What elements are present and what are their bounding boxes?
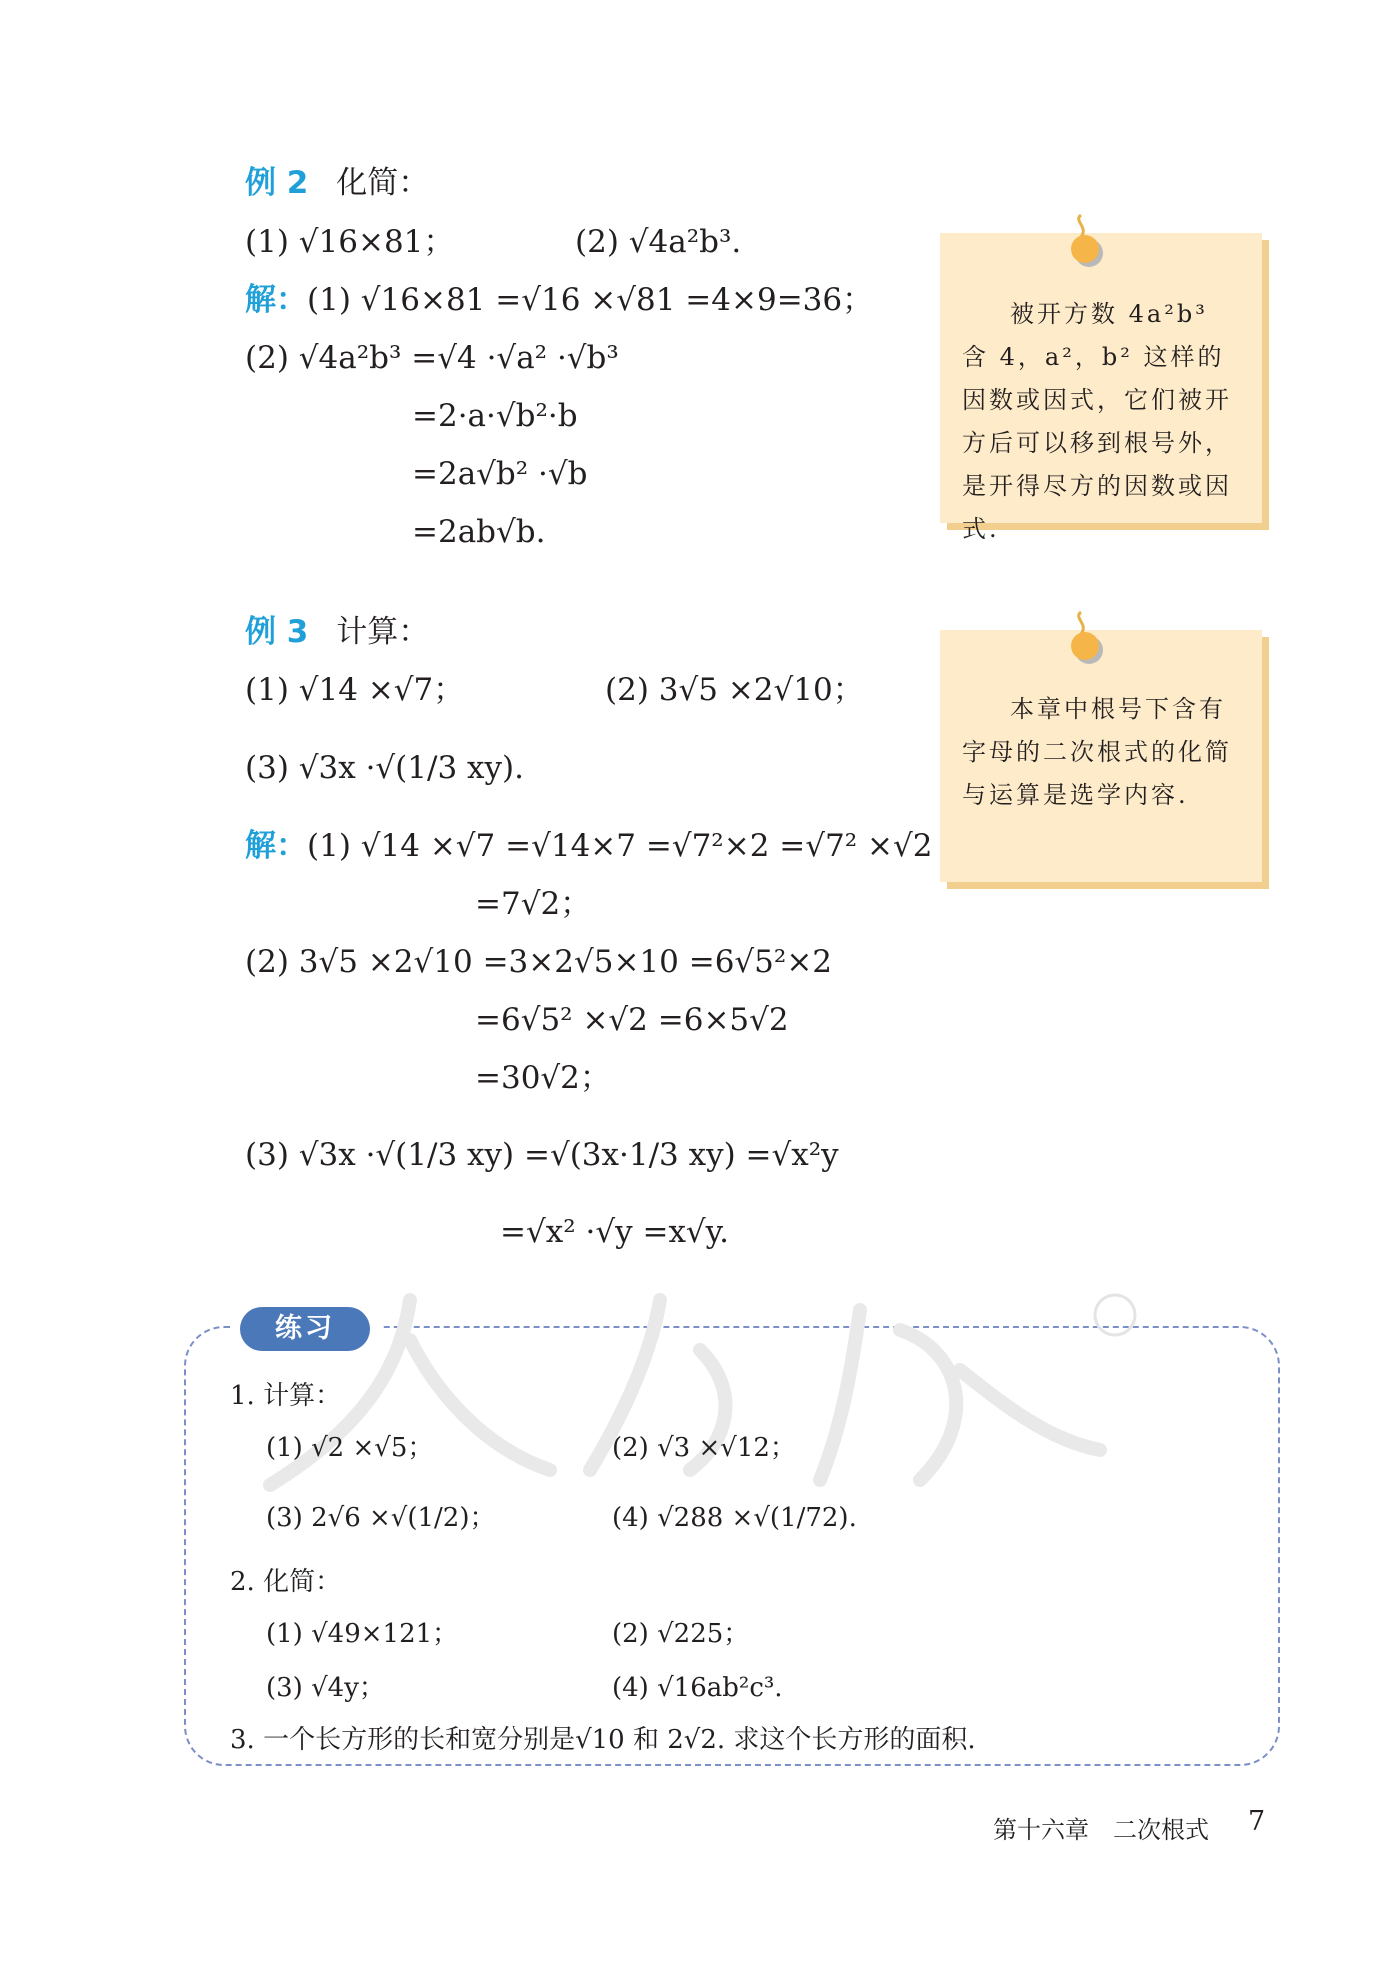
practice-2c: (3) √4y； [266, 1673, 385, 1703]
example3-s5: =30√2； [475, 1060, 611, 1096]
practice-1b: (2) √3 ×√12； [612, 1433, 796, 1463]
example2-solution-1 [245, 280, 873, 320]
example3-s2: =7√2； [475, 886, 592, 922]
example3-heading [245, 612, 429, 652]
note2-text: 本章中根号下含有字母的二次根式的化简与运算是选学内容. [962, 695, 1232, 809]
practice-1c: (3) 2√6 ×√(1/2)； [266, 1503, 496, 1533]
example2-s4: =2a√b² ·√b [412, 456, 588, 492]
example2-q1: (1) √16×81； [245, 224, 455, 260]
practice-badge: 练习 [240, 1307, 370, 1351]
example3-q2: (2) 3√5 ×2√10； [605, 672, 864, 708]
example2-s3: =2·a·√b²·b [412, 398, 578, 434]
example2-title: 化简： [336, 165, 430, 201]
example2-s5: =2ab√b. [412, 514, 546, 550]
page-number: 7 [1248, 1806, 1266, 1837]
practice-3: 3. 一个长方形的长和宽分别是√10 和 2√2. 求这个长方形的面积. [230, 1725, 976, 1755]
practice-2d: (4) √16ab²c³. [612, 1673, 783, 1703]
pin-icon [1067, 610, 1107, 668]
example2-heading [245, 163, 429, 203]
note1-text: 被开方数 4a²b³ 含 4，a²，b² 这样的因数或因式，它们被开方后可以移到根号外，是开得尽方的因数或因式. [962, 300, 1232, 543]
practice-1d: (4) √288 ×√(1/72). [612, 1503, 857, 1533]
sticky-note-2 [940, 630, 1262, 882]
example2-label: 例 2 [245, 165, 309, 201]
pin-icon [1067, 213, 1107, 271]
watermark-logo [260, 1270, 1140, 1510]
example3-s7: =√x² ·√y =x√y. [500, 1214, 729, 1250]
practice-1-title: 1. 计算： [230, 1381, 342, 1411]
example3-s1: (1) √14 ×√7 =√14×7 =√7²×2 =√7² ×√2 [307, 828, 933, 864]
example3-label: 例 3 [245, 614, 309, 650]
practice-2a: (1) √49×121； [266, 1619, 459, 1649]
practice-1a: (1) √2 ×√5； [266, 1433, 434, 1463]
practice-2b: (2) √225； [612, 1619, 750, 1649]
example3-s6: (3) √3x ·√(1/3 xy) =√(3x·1/3 xy) =√x²y [245, 1137, 839, 1173]
example3-q1: (1) √14 ×√7； [245, 672, 465, 708]
example3-title: 计算： [336, 614, 430, 650]
example3-solution-1 [245, 826, 932, 866]
sticky-note-1 [940, 233, 1262, 543]
example2-q2: (2) √4a²b³. [575, 224, 742, 260]
example3-solution-label: 解： [245, 828, 307, 864]
example3-q3: (3) √3x ·√(1/3 xy). [245, 750, 524, 786]
chapter-title: 第十六章 二次根式 [993, 1816, 1209, 1844]
example2-solution-label: 解： [245, 282, 307, 318]
example2-s2: (2) √4a²b³ =√4 ·√a² ·√b³ [245, 340, 619, 376]
example3-s4: =6√5² ×√2 =6×5√2 [475, 1002, 789, 1038]
example2-s1: (1) √16×81 =√16 ×√81 =4×9=36； [307, 282, 874, 318]
practice-2-title: 2. 化简： [230, 1567, 342, 1597]
example3-s3: (2) 3√5 ×2√10 =3×2√5×10 =6√5²×2 [245, 944, 833, 980]
